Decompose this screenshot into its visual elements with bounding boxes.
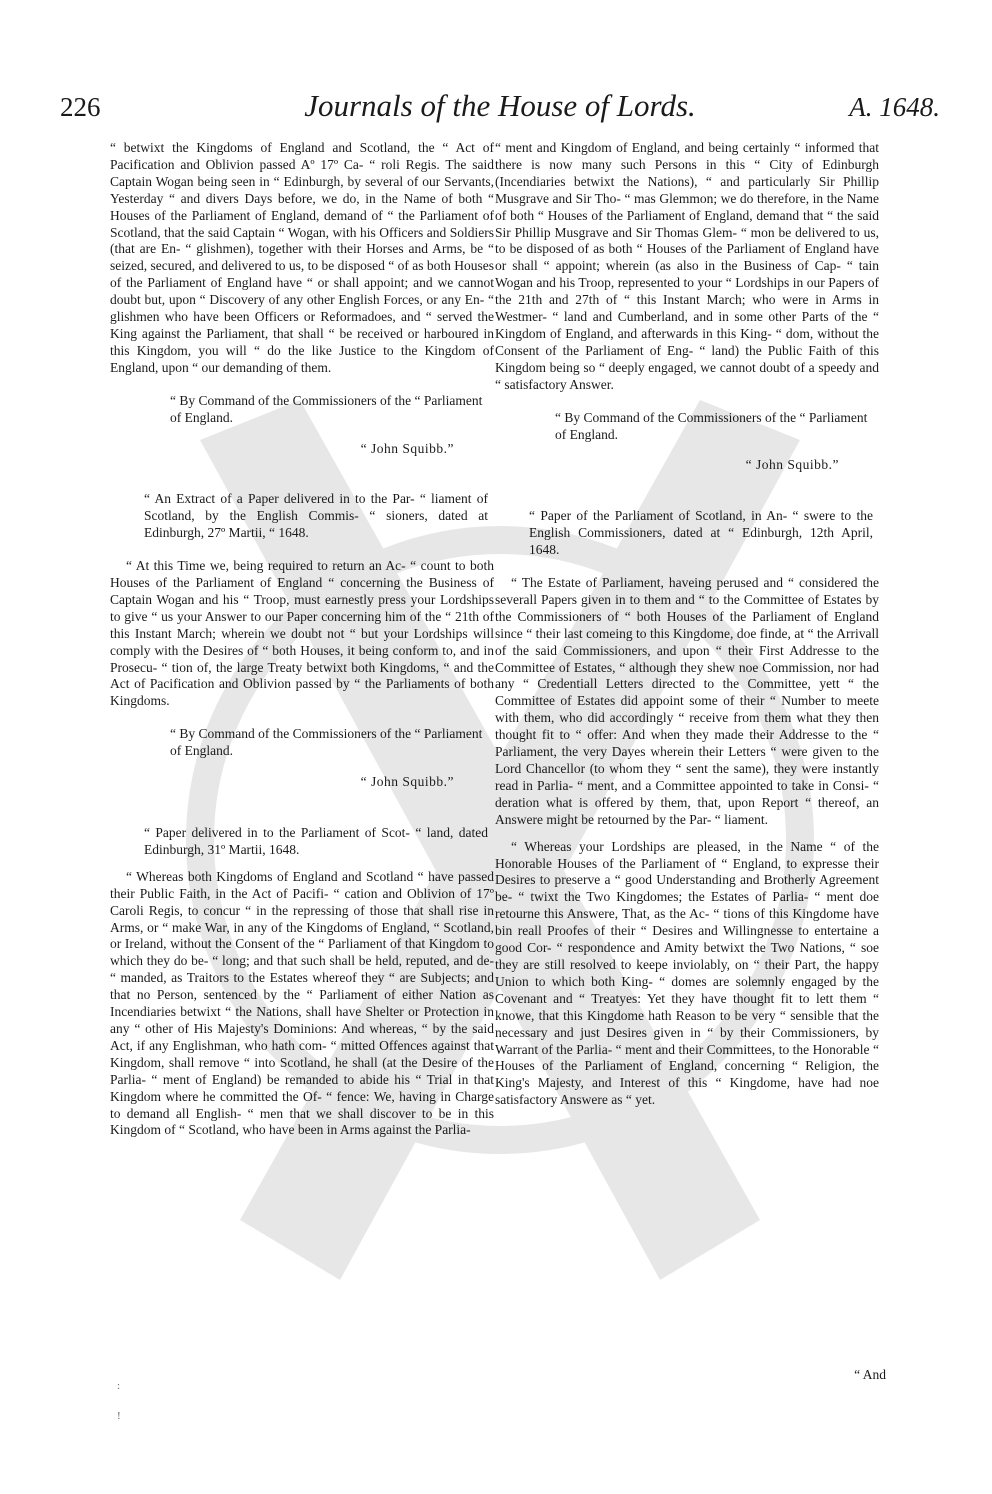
catchword: “ And — [854, 1367, 886, 1382]
right-paragraph-2: “ The Estate of Parliament, haveing perused and “ considered the severall Papers given in to them and “ to the Committee of Estates by the Commissioners of “ both Houses of the Parliament of England since “ their last comeing to this Kingdome, doe finde, at “ the Arrivall of the said Commissioners, and upon “ their First Addresse to the Committee of Estates, “ although they shew noe Commission, nor had any “ Credentiall Letters directed to the Committee, yett “ the Committee of Estates did appoint some of their “ Number to meete with them, who did accordingly “ receive from them what they then thought fit to “ offer: And when they made their Addresse to the “ Parliament, the very Dayes wherein their Letters “ were given to the Lord Chancellor (to whom they “ sent the same), they were instantly read in Parlia- “ ment, and a Committee appointed to take in Consi- “ deration what is offered by them, that, upon Report “ thereof, an Answere might be retourned by the Par- “ liament. — [495, 575, 879, 827]
running-header — [60, 88, 940, 132]
left-signature-command-2: “ By Command of the Commissioners of the “ Parliament of England. — [170, 726, 483, 759]
left-paragraph-1: “ betwixt the Kingdoms of England and Scotland, the “ Act of Pacification and Oblivion passed Aº 17º Ca- “ roli Regis. The said Captain Wogan being seen in “ Edinburgh, by several of our Servants, Yesterday “ and divers Days before, we do, in the Name of both “ Houses of the Parliament of England, demand of “ the Parliament of Scotland, that the said Captain “ Wogan, with his Officers and Soldiers (that are En- “ glishmen), together with their Horses and Arms, be “ seized, secured, and delivered to us, to be disposed “ of as both Houses of the Parliament of England have “ or shall appoint; and we cannot doubt but, upon “ Discovery of any other English Forces, or any En- “ glishmen who have been Officers or Reformadoes, and “ served the King against the Parliament, that shall “ be received or harboured in this Kingdom, you will “ do the like Justice to the Kingdom of England, upon “ our demanding of them. — [110, 140, 494, 375]
right-signature-name-1: “ John Squibb.” — [745, 457, 839, 473]
margin-mark-1: : — [117, 1380, 121, 1392]
right-paragraph-1: “ ment and Kingdom of England, and being certainly “ informed that there is now many such Persons in this “ City of Edinburgh (Incendiaries betwixt the Nations), “ and particularly Sir Phillip Musgrave and Sir Tho- “ mas Glemmon; we do therefore, in the Name of both “ Houses of the Parliament of England, demand that “ the said Sir Phillip Musgrave and Sir Thomas Glem- “ mon be delivered to us, to be disposed of as both “ Houses of the Parliament of England have or shall “ appoint; wherein (as also in the Business of Cap- “ tain Wogan and his Troop, represented to your “ Lordships in our Papers of the 21th and 27th of “ this Instant March; who were in Arms in Westmer- “ land and Cumberland, and in some other Parts of the “ Kingdom of England, and afterwards in this King- “ dom, without the Consent of the Parliament of Eng- “ land) the Public Faith of this Kingdom being so “ deeply engaged, we cannot doubt of a speedy and “ satisfactory Answer. — [495, 140, 879, 392]
left-heading-extract: “ An Extract of a Paper delivered in to the Par- “ liament of Scotland, by the English Commis- “ sioners, dated at Edinburgh, 27º Martii, “ 1648. — [144, 491, 488, 541]
right-heading-answer: “ Paper of the Parliament of Scotland, in An- “ swere to the English Commissioners, dated at “ Edinburgh, 12th April, 1648. — [529, 508, 873, 558]
year-label: A. 1648. — [849, 92, 940, 122]
left-paragraph-3: “ Whereas both Kingdoms of England and Scotland “ have passed their Public Faith, in the Act of Pacifi- “ cation and Oblivion of 17º Caroli Regis, to concur “ in the repressing of those that shall rise in Arms, or “ make War, in any of the Kingdoms of England, “ Scotland, or Ireland, without the Consent of the “ Parliament of that Kingdom to which they do be- “ long; and that such shall be held, reputed, and de- “ manded, as Traitors to the Estates whereof they “ are Subjects; and that no Person, sentenced by the “ Parliament of either Nation as Incendiaries betwixt “ the Nations, shall have Shelter or Protection in any “ other of His Majesty's Dominions: And whereas, “ by the said Act, if any Englishman, who hath com- “ mitted Offences against that Kingdom, shall remove “ into Scotland, he shall (at the Desire of the Parlia- “ ment of England) be remanded to abide his “ Trial in that Kingdom where he committed the Of- “ fence: We, having in Charge to demand all English- “ men that we shall discover to be in this Kingdom of “ Scotland, who have been in Arms against the Parlia- — [110, 868, 494, 1138]
right-paragraph-3: “ Whereas your Lordships are pleased, in the Name “ of the Honorable Houses of the Parliament of “ England, to expresse their Desires to preserve a “ good Understanding and Brotherly Agreement be- “ twixt the Two Kingdomes; the Estates of Parlia- “ ment doe retourne this Answere, That, as the Ac- “ tions of this Kingdome have bin reall Proofes of their “ Desires and Willingnesse to entertaine a good Cor- “ respondence and Amity betwixt the Two Nations, “ soe they are still resolved to keepe inviolably, on “ their Part, the happy Union to which both King- “ domes are solemnly engaged by the Covenant and “ Treatyes: Yet they have thought fit to lett them “ knowe, that this Kingdome hath Reason to be very “ sensible that the necessary and just Desires given in “ by their Commissioners, by Warrant of the Parlia- “ ment and their Committees, to the Honorable “ Houses of the Parliament of England, concerning “ Religion, the King's Majesty, and Interest of this “ Kingdome, have had noe satisfactory Answere as “ yet. — [495, 838, 879, 1108]
right-signature-command-1: “ By Command of the Commissioners of the “ Parliament of England. — [555, 409, 868, 442]
left-signature-command-1: “ By Command of the Commissioners of the “ Parliament of England. — [170, 392, 483, 425]
left-column — [110, 140, 494, 1139]
right-column — [495, 140, 879, 1109]
page-number: 226 — [60, 92, 101, 122]
left-heading-paper: “ Paper delivered in to the Parliament of Scot- “ land, dated Edinburgh, 31º Martii, 1648. — [144, 825, 488, 857]
journal-title: Journals of the House of Lords. — [304, 88, 696, 123]
margin-mark-2: ! — [117, 1410, 121, 1422]
left-signature-name-2: “ John Squibb.” — [360, 774, 454, 790]
left-paragraph-2: “ At this Time we, being required to return an Ac- “ count to both Houses of the Parliament of England “ concerning the Business of Captain Wogan and his “ Troop, must earnestly press your Lordships to give “ us your Answer to our Paper concerning him of the “ 21th of this Instant March; wherein we doubt not “ but your Lordships will comply with the Desires of “ both Houses, it being conform to, and in Prosecu- “ tion of, the large Treaty betwixt both Kingdoms, “ and the Act of Pacification and Oblivion passed by “ the Parliaments of both Kingdoms. — [110, 558, 494, 709]
left-signature-name-1: “ John Squibb.” — [360, 440, 454, 456]
